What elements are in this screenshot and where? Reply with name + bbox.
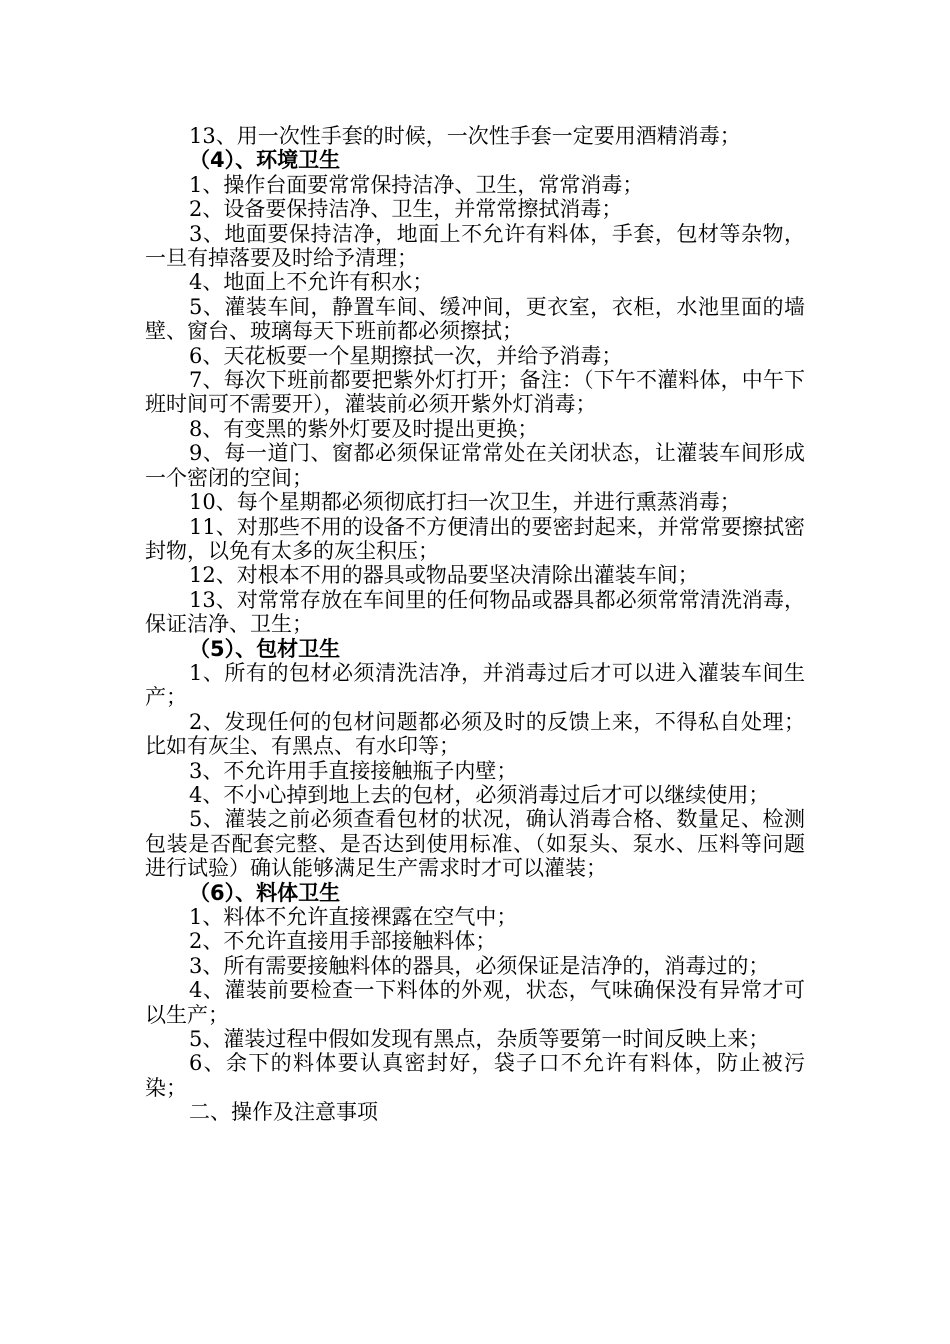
paragraph: 9、每一道门、窗都必须保证常常处在关闭状态，让灌装车间形成一个密闭的空间； [145,441,805,490]
paragraph: 3、所有需要接触料体的器具，必须保证是洁净的，消毒过的； [189,953,770,978]
paragraph: 1、所有的包材必须清洗洁净，并消毒过后才可以进入灌装车间生产； [145,660,805,710]
paragraph: 5、灌装车间，静置车间、缓冲间，更衣室，衣柜，水池里面的墙壁、窗台、玻璃每天下班前都必须擦拭； [145,294,805,344]
section-heading-environment: （4）、环境卫生 [189,148,341,173]
paragraph: 10、每个星期都必须彻底打扫一次卫生，并进行熏蒸消毒； [189,490,741,515]
paragraph: 1、料体不允许直接裸露在空气中； [189,905,518,929]
paragraph: 4、灌装前要检查一下料体的外观，状态，气味确保没有异常才可以生产； [145,978,805,1027]
chapter-title-operations: 二、操作及注意事项 [189,1100,378,1125]
paragraph: 4、地面上不允许有积水； [189,270,434,295]
paragraph: 13、对常常存放在车间里的任何物品或器具都必须常常清洗消毒，保证洁净、卫生； [145,587,805,637]
paragraph: 8、有变黑的紫外灯要及时提出更换； [189,416,539,441]
paragraph: 5、灌装过程中假如发现有黑点，杂质等要第一时间反映上来； [189,1027,770,1052]
paragraph: 2、设备要保持洁净、卫生，并常常擦拭消毒； [189,197,623,222]
paragraph: 12、对根本不用的器具或物品要坚决清除出灌装车间； [189,563,699,588]
paragraph: 5、灌装之前必须查看包材的状况，确认消毒合格、数量足、检测包装是否配套完整、是否达到使用标准、（如泵头、泵水、压料等问题进行试验）确认能够满足生产需求时才可以灌装； [145,807,805,881]
paragraph: 13、用一次性手套的时候，一次性手套一定要用酒精消毒； [189,124,741,148]
paragraph: 3、地面要保持洁净，地面上不允许有料体，手套，包材等杂物，一旦有掉落要及时给予清理； [145,221,805,271]
paragraph: 1、操作台面要常常保持洁净、卫生，常常消毒； [189,172,644,197]
paragraph: 3、不允许用手直接接触瓶子内壁； [189,758,518,783]
paragraph: 2、不允许直接用手部接触料体； [189,929,497,954]
paragraph: 6、天花板要一个星期擦拭一次，并给予消毒； [189,343,623,368]
section-heading-packaging: （5）、包材卫生 [189,636,341,661]
paragraph: 6、余下的料体要认真密封好，袋子口不允许有料体，防止被污染； [145,1051,805,1100]
paragraph: 2、发现任何的包材问题都必须及时的反馈上来，不得私自处理；比如有灰尘、有黑点、有水印等； [145,709,805,759]
paragraph: 7、每次下班前都要把紫外灯打开；备注：（下午不灌料体，中午下班时间可不需要开），灌装前必须开紫外灯消毒； [145,368,805,417]
section-heading-material: （6）、料体卫生 [189,880,341,905]
paragraph: 11、对那些不用的设备不方便清出的要密封起来，并常常要擦拭密封物，以免有太多的灰尘积压； [145,514,805,563]
document-page [145,124,805,1125]
paragraph: 4、不小心掉到地上去的包材，必须消毒过后才可以继续使用； [189,782,770,807]
